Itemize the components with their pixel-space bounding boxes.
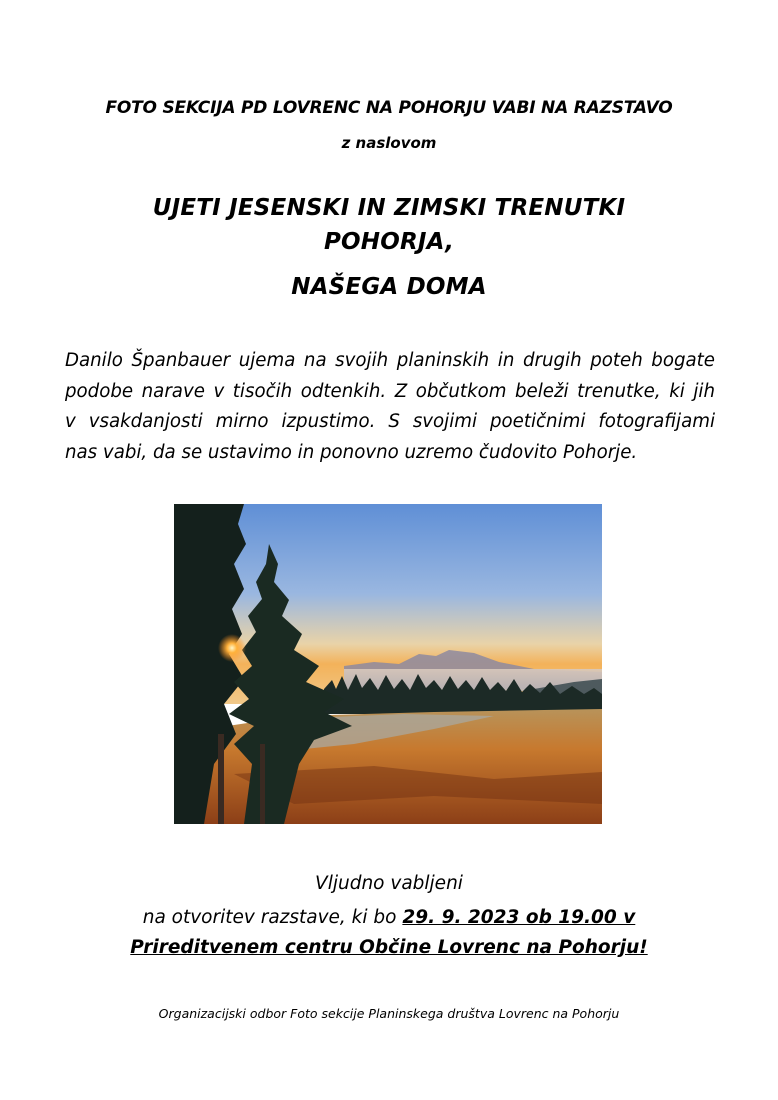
exhibition-title-line-2: POHORJA, [323,229,455,255]
exhibition-title-line-3: NAŠEGA DOMA [291,274,487,300]
organizer-footer: Organizacijski odbor Foto sekcije Planinskega društva Lovrenc na Pohorju [158,1006,620,1021]
description-line: podobe narave v tisočih odtenkih. Z občutkom beleži trenutke, ki jih [65,380,715,402]
invitation-details [0,907,778,928]
exhibition-title-line-1: UJETI JESENSKI IN ZIMSKI TRENUTKI [152,195,626,221]
landscape-photo [174,504,602,824]
poster-subtitle: z naslovom [341,134,437,152]
sun [218,634,246,662]
event-date-time: 29. 9. 2023 ob 19.00 v [402,907,636,928]
poster-header: FOTO SEKCIJA PD LOVRENC NA POHORJU VABI NA RAZSTAVO [105,98,673,118]
tree-trunk [260,744,265,824]
invitation-venue [0,937,778,958]
tree-trunk [218,734,224,824]
description-paragraph [65,346,715,468]
invitation-prefix: na otvoritev razstave, ki bo [142,907,403,928]
description-line: nas vabi, da se ustavimo in ponovno uzremo čudovito Pohorje. [65,441,638,463]
event-venue: Prireditvenem centru Občine Lovrenc na Pohorju! [130,937,648,958]
description-line: Danilo Španbauer ujema na svojih planinskih in drugih poteh bogate [65,350,715,371]
invitation-greeting: Vljudno vabljeni [315,873,463,894]
description-line: v vsakdanjosti mirno izpustimo. S svojimi poetičnimi fotografijami [65,411,715,432]
